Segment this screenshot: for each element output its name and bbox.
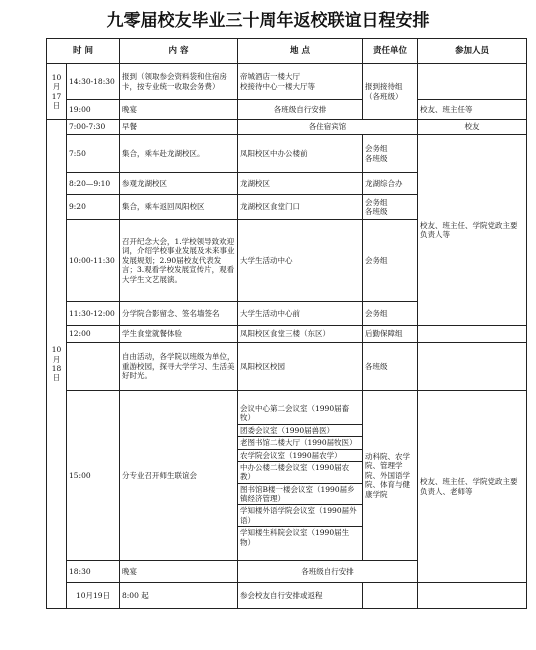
people-cell xyxy=(418,343,527,391)
people-cell xyxy=(418,326,527,343)
table-row xyxy=(47,135,527,173)
place-cell: 各住宿宾馆 xyxy=(238,120,418,135)
time-cell: 12:00 xyxy=(67,326,120,343)
unit-cell: 报到接待组（各班级） xyxy=(363,64,418,120)
table-row xyxy=(47,343,527,391)
content-cell: 参会校友自行安排或返程 xyxy=(238,583,363,609)
time-cell: 7:00-7:30 xyxy=(67,120,120,135)
content-cell: 参观龙湖校区 xyxy=(120,173,238,195)
time-cell: 8:00 起 xyxy=(120,583,238,609)
unit-cell: 会务组 各班级 xyxy=(363,195,418,220)
header-people: 参加人员 xyxy=(418,39,527,64)
people-cell: 校友、班主任等 xyxy=(418,100,527,120)
place-cell: 各班级自行安排 xyxy=(238,561,418,583)
place-cell: 大学生活动中心 xyxy=(238,220,363,302)
place-cell: 龙湖校区食堂门口 xyxy=(238,195,363,220)
table-row xyxy=(47,100,527,120)
people-cell-main: 校友、班主任、学院党政主要负责人等 xyxy=(418,135,527,326)
date-cell-17: 10月17日 xyxy=(47,64,67,120)
venue-item: 学知楼生科院会议室（1990届生物） xyxy=(240,528,350,547)
venue-item: 老图书馆二楼大厅（1990届牧医） xyxy=(238,437,362,449)
unit-cell: 会务组 xyxy=(363,220,418,302)
venue-item: 会议中心第二会议室（1990届畜牧） xyxy=(238,403,362,425)
unit-cell: 会务组 xyxy=(363,302,418,326)
content-cell: 自由活动，各学院以班级为单位，重游校园，探寻大学学习、生活美好时光。 xyxy=(120,343,238,391)
content-cell: 召开纪念大会，1.学校领导致欢迎词，介绍学校事业发展及未来事业发展规划；2.90届校友代表发言；3.观看学校发展宣传片，观看大学生文艺展演。 xyxy=(120,220,238,302)
time-cell: 19:00 xyxy=(67,100,120,120)
content-cell: 分专业召开师生联谊会 xyxy=(120,391,238,561)
unit-cell: 后勤保障组 xyxy=(363,326,418,343)
content-cell: 集合，乘车赴龙湖校区。 xyxy=(120,135,238,173)
content-cell: 集合，乘车返回凤阳校区 xyxy=(120,195,238,220)
content-cell: 晚宴 xyxy=(120,100,238,120)
place-cell: 各班级自行安排 xyxy=(238,100,363,120)
time-cell: 11:30-12:00 xyxy=(67,302,120,326)
header-unit: 责任单位 xyxy=(363,39,418,64)
place-cell: 凤阳校区食堂三楼（东区） xyxy=(238,326,363,343)
date-cell-19: 10月19日 xyxy=(67,583,120,609)
place-cell xyxy=(238,64,363,100)
place-cell: 大学生活动中心前 xyxy=(238,302,363,326)
content-cell: 晚宴 xyxy=(120,561,238,583)
unit-cell xyxy=(418,583,527,609)
time-cell: 8:20—9:10 xyxy=(67,173,120,195)
venue-item: 图书馆B楼一楼会议室（1990届乡镇经济管理） xyxy=(238,484,362,506)
date-cell-18: 10月18日 xyxy=(47,120,67,609)
table-row xyxy=(47,326,527,343)
table-header-row xyxy=(47,39,527,64)
time-cell: 7:50 xyxy=(67,135,120,173)
venue-item: 农学院会议室（1990届农学） xyxy=(238,450,362,462)
people-cell xyxy=(418,64,527,100)
venue-item: 学知楼外语学院会议室（1990届外语） xyxy=(238,505,362,527)
table-row xyxy=(47,391,527,561)
place-cell xyxy=(363,583,418,609)
place-cell: 龙湖校区 xyxy=(238,173,363,195)
content-cell: 报到（领取参会资料袋和住宿房卡，按专业统一收取会务费） xyxy=(120,64,238,100)
people-cell: 校友 xyxy=(418,120,527,135)
time-cell: 9:20 xyxy=(67,195,120,220)
unit-cell: 会务组 各班级 xyxy=(363,135,418,173)
time-cell: 15:00 xyxy=(67,391,120,561)
schedule-table xyxy=(46,38,527,609)
header-place: 地 点 xyxy=(238,39,363,64)
people-cell: 校友、班主任、学院党政主要负责人、老师等 xyxy=(418,391,527,583)
time-cell xyxy=(67,343,120,391)
header-time: 时 间 xyxy=(47,39,120,64)
table-row xyxy=(47,64,527,100)
place-cell: 凤阳校区中办公楼前 xyxy=(238,135,363,173)
venue-item: 中办公楼二楼会议室（1990届农教） xyxy=(238,462,362,484)
unit-cell: 各班级 xyxy=(363,343,418,391)
unit-cell: 动科院、农学院、管理学院、外国语学院、体育与健康学院 xyxy=(363,391,418,561)
content-cell: 早餐 xyxy=(120,120,238,135)
table-row xyxy=(47,583,527,609)
time-cell: 14:30-18:30 xyxy=(67,64,120,100)
venue-item: 团委会议室（1990届兽医） xyxy=(238,425,362,437)
unit-cell: 龙湖综合办 xyxy=(363,173,418,195)
time-cell: 18:30 xyxy=(67,561,120,583)
place-cell: 凤阳校区校园 xyxy=(238,343,363,391)
venue-list xyxy=(238,391,363,561)
place-line: 帝城酒店一楼大厅 校接待中心一楼大厅等 xyxy=(240,72,315,91)
content-cell: 分学院合影留念、签名墙签名 xyxy=(120,302,238,326)
header-content: 内 容 xyxy=(120,39,238,64)
time-cell: 10:00-11:30 xyxy=(67,220,120,302)
page-title: 九零届校友毕业三十周年返校联谊日程安排 xyxy=(106,11,430,31)
table-row xyxy=(47,120,527,135)
content-cell: 学生食堂就餐体验 xyxy=(120,326,238,343)
